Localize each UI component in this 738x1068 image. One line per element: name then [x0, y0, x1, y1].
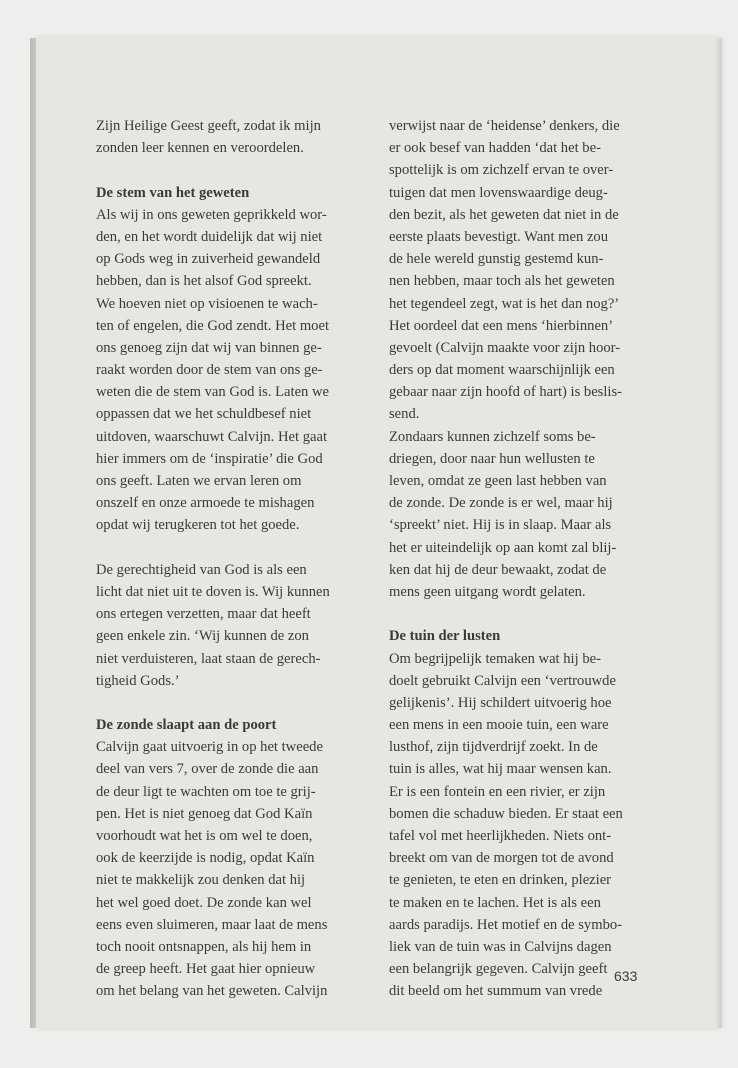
text-line: ons genoeg zijn dat wij van binnen ge- — [96, 339, 322, 356]
section-heading: De tuin der lusten — [389, 628, 501, 645]
text-line: gebaar naar zijn hoofd of hart) is beslis- — [389, 384, 623, 401]
paragraph — [96, 115, 358, 159]
text-line: gevoelt (Calvijn maakte voor zijn hoor- — [389, 339, 621, 356]
text-line: te maken en te lachen. Het is als een — [389, 894, 601, 911]
page-number: 633 — [614, 968, 638, 984]
section-heading: De zonde slaapt aan de poort — [96, 717, 277, 734]
text-line: Om begrijpelijk temaken wat hij be- — [389, 650, 601, 667]
right-text-column — [389, 115, 651, 1003]
text-line: een belangrijk gegeven. Calvijn geeft — [389, 961, 608, 978]
text-line: niet verduisteren, laat staan de gerech- — [96, 650, 321, 667]
text-line: weten die de stem van God is. Laten we — [96, 384, 330, 401]
text-line: hier immers om de ‘inspiratie’ die God — [96, 450, 323, 467]
paragraph — [96, 736, 358, 1002]
text-line: ook de keerzijde is nodig, opdat Kaïn — [96, 850, 315, 867]
paragraph — [389, 648, 651, 1003]
paragraph — [96, 204, 358, 537]
text-line: Er is een fontein en een rivier, er zijn — [389, 783, 606, 800]
text-line: een mens in een mooie tuin, een ware — [389, 717, 609, 734]
paragraph-gap — [96, 537, 358, 559]
text-line: doelt gebruikt Calvijn een ‘vertrouwde — [389, 672, 616, 689]
text-line: raakt worden door de stem van ons ge- — [96, 362, 323, 379]
text-line: licht dat niet uit te doven is. Wij kunnen — [96, 583, 330, 600]
text-line: geen enkele zin. ‘Wij kunnen de zon — [96, 628, 309, 645]
text-line: ons geeft. Laten we ervan leren om — [96, 473, 302, 489]
text-line: op Gods weg in zuiverheid gewandeld — [96, 251, 321, 268]
text-line: de hele wereld gunstig gestemd kun- — [389, 251, 604, 268]
text-line: voorhoudt wat het is om wel te doen, — [96, 828, 313, 844]
text-line: opdat wij terugkeren tot het goede. — [96, 517, 300, 534]
text-line: ‘spreekt’ niet. Hij is in slaap. Maar als — [389, 517, 612, 534]
text-line: nen hebben, maar toch als het geweten — [389, 273, 615, 290]
text-line: leven, omdat ze geen last hebben van — [389, 473, 607, 489]
text-line: ken dat hij de deur bewaakt, zodat de — [389, 561, 607, 578]
text-line: Zondaars kunnen zichzelf soms be- — [389, 428, 596, 445]
text-line: ons ertegen verzetten, maar dat heeft — [96, 606, 311, 623]
text-line: zonden leer kennen en veroordelen. — [96, 140, 304, 157]
text-line: oppassen dat we het schuldbesef niet — [96, 406, 312, 423]
text-line: driegen, door naar hun wellusten te — [389, 450, 595, 467]
text-line: bomen die schaduw bieden. Er staat een — [389, 805, 623, 822]
text-line: Als wij in ons geweten geprikkeld wor- — [96, 206, 327, 223]
text-line: niet te makkelijk zou denken dat hij — [96, 872, 306, 889]
text-line: eerste plaats bevestigt. Want men zou — [389, 228, 609, 245]
text-line: toch nooit ontsnappen, als hij hem in — [96, 938, 312, 955]
text-line: de greep heeft. Het gaat hier opnieuw — [96, 961, 316, 978]
paragraph-gap — [96, 692, 358, 714]
left-text-column — [96, 115, 358, 1003]
text-line: tuigen dat men lovenswaardige deug- — [389, 184, 608, 201]
text-line: tuin is alles, wat hij maar wensen kan. — [389, 761, 612, 778]
text-line: breekt om van de morgen tot de avond — [389, 850, 614, 867]
text-line: er ook besef van hadden ‘dat het be- — [389, 140, 601, 157]
text-line: den, en het wordt duidelijk dat wij niet — [96, 228, 323, 245]
text-line: Calvijn gaat uitvoerig in op het tweede — [96, 739, 323, 756]
text-line: de deur ligt te wachten om toe te grij- — [96, 783, 316, 800]
text-line: den bezit, als het geweten dat niet in de — [389, 206, 619, 223]
text-line: hebben, dan is het alsof God spreekt. — [96, 273, 312, 290]
text-line: Zijn Heilige Geest geeft, zodat ik mijn — [96, 118, 321, 134]
text-line: tigheid Gods.’ — [96, 672, 180, 689]
text-line: aards paradijs. Het motief en de symbo- — [389, 916, 623, 933]
text-line: send. — [389, 406, 420, 423]
text-line: verwijst naar de ‘heidense’ denkers, die — [389, 118, 620, 134]
text-line: te genieten, te eten en drinken, plezier — [389, 872, 612, 889]
text-line: om het belang van het geweten. Calvijn — [96, 983, 328, 1000]
text-line: het wel goed doet. De zonde kan wel — [96, 894, 312, 911]
text-line: eens even sluimeren, maar laat de mens — [96, 916, 328, 933]
paragraph-gap — [96, 159, 358, 181]
text-line: uitdoven, waarschuwt Calvijn. Het gaat — [96, 428, 328, 445]
section-heading: De stem van het geweten — [96, 184, 250, 201]
text-line: ders op dat moment waarschijnlijk een — [389, 362, 615, 379]
text-line: lusthof, zijn tijdverdrijf zoekt. In de — [389, 739, 598, 756]
text-line: tafel vol met heerlijkheden. Niets ont- — [389, 828, 612, 844]
text-line: pen. Het is niet genoeg dat God Kaïn — [96, 805, 313, 822]
text-line: onszelf en onze armoede te mishagen — [96, 495, 315, 512]
paragraph-gap — [389, 603, 651, 625]
text-line: dit beeld om het summum van vrede — [389, 983, 603, 1000]
text-line: het er uiteindelijk op aan komt zal blij- — [389, 539, 617, 556]
text-line: liek van de tuin was in Calvijns dagen — [389, 938, 612, 955]
page-right-edge — [716, 38, 722, 1028]
text-line: Het oordeel dat een mens ‘hierbinnen’ — [389, 317, 614, 334]
paragraph — [389, 115, 651, 603]
text-line: spottelijk is om zichzelf ervan te over- — [389, 162, 614, 179]
text-line: ten of engelen, die God zendt. Het moet — [96, 317, 330, 334]
text-line: de zonde. De zonde is er wel, maar hij — [389, 495, 613, 512]
text-line: mens geen uitgang wordt gelaten. — [389, 583, 586, 600]
text-line: het tegendeel zegt, wat is het dan nog?’ — [389, 295, 620, 312]
text-line: We hoeven niet op visioenen te wach- — [96, 295, 318, 312]
text-line: deel van vers 7, over de zonde die aan — [96, 761, 319, 778]
paragraph — [96, 559, 358, 692]
text-line: De gerechtigheid van God is als een — [96, 561, 307, 578]
text-line: gelijkenis’. Hij schildert uitvoerig hoe — [389, 694, 612, 711]
